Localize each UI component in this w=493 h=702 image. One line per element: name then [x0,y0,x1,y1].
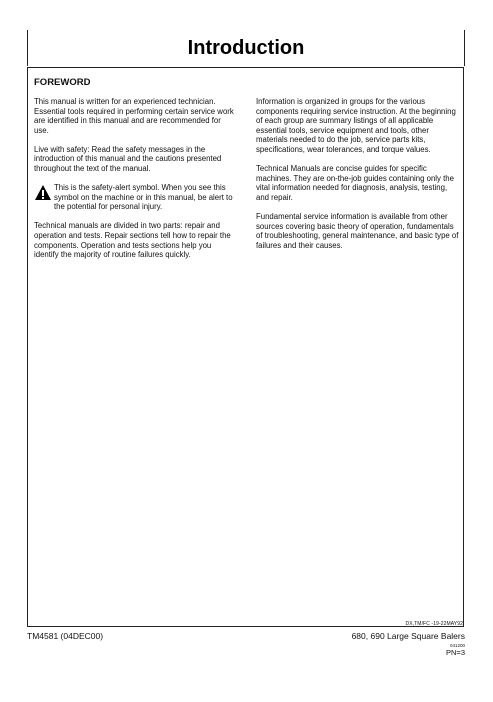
paragraph: Technical Manuals are concise guides for specific machines. They are on-the-job guides containing only the vital information needed for diagnosis, analysis, testing, and repair. [256,164,454,202]
paragraph: Information is organized in groups for the various components requiring service instruction. At the beginning of each group are summary listings of all applicable essential tools, service equipment and tools, other materials needed to do the job, service parts kits, specifications, wear tolerances, and torque values. [256,97,456,154]
product-name: 680, 690 Large Square Balers [351,631,465,641]
safety-alert-icon [34,184,54,202]
page-title: Introduction [187,37,305,59]
page-number: PN=3 [446,648,465,657]
left-column [34,97,236,269]
paragraph: Live with safety: Read the safety messages in the introduction of this manual and the cautions presented throughout the text of the manual. [34,144,222,174]
paragraph: Fundamental service information is available from other sources covering basic theory of operation, fundamentals of troubleshooting, general maintenance, and basic type of failures and their causes. [256,211,459,250]
document-code: DX,TM/FC -19-22MAY92 [405,621,463,627]
safety-alert-block [34,183,236,212]
footer-date: 041200 [449,643,465,648]
section-heading: FOREWORD [34,77,91,88]
paragraph: Technical manuals are divided in two parts: repair and operation and tests. Repair sections tell how to repair the components. Operation and tests sections help you identify the majority of routine failures quickly. [34,221,231,260]
paragraph: This manual is written for an experienced technician. Essential tools required in performing certain service work are identified in this manual and are recommended for use. [34,97,234,135]
right-column [256,97,461,260]
safety-alert-text: This is the safety-alert symbol. When you see this symbol on the machine or in this manual, be alert to the potential for personal injury. [54,183,233,212]
manual-id: TM4581 (04DEC00) [27,631,104,641]
